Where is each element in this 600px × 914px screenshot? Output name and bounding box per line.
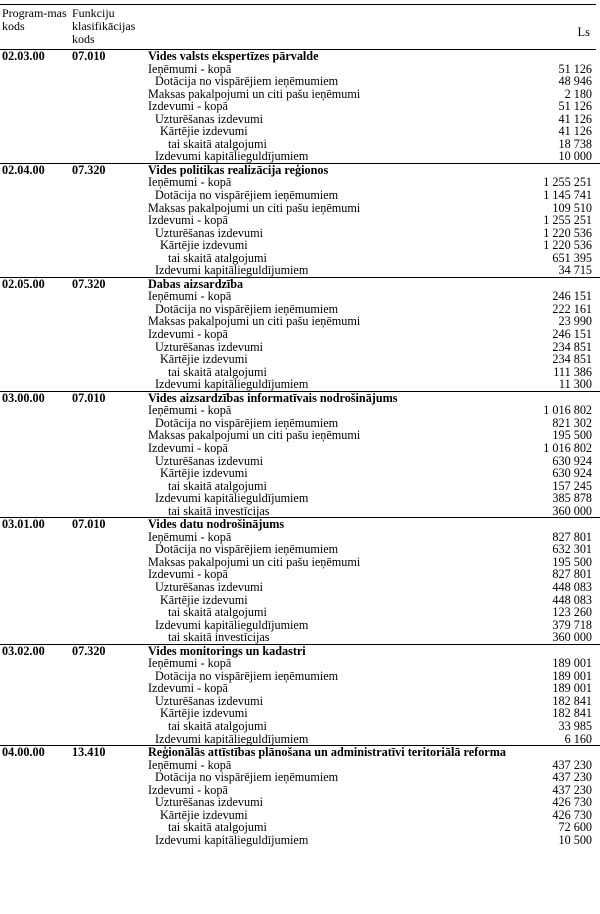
table-row (0, 75, 600, 88)
table-row (0, 796, 600, 809)
row-label: Dotācija no vispārējiem ieņēmumiem (155, 668, 339, 683)
row-label: Kārtējie izdevumi (160, 592, 248, 607)
row-amount: 33 985 (558, 718, 592, 733)
table-row (0, 657, 600, 670)
row-amount: 10 000 (558, 149, 592, 164)
row-label: Dotācija no vispārējiem ieņēmumiem (155, 415, 339, 430)
row-label: Uzturēšanas izdevumi (155, 111, 263, 126)
row-label: Izdevumi - kopā (148, 327, 228, 342)
table-row (0, 492, 600, 505)
row-amount: 651 395 (552, 250, 592, 265)
row-label: Izdevumi - kopā (148, 99, 228, 114)
row-label: tai skaitā atalgojumi (168, 718, 267, 733)
program-code: 04.00.00 (2, 745, 45, 760)
row-label: Kārtējie izdevumi (160, 706, 248, 721)
table-row (0, 353, 600, 366)
row-amount: 360 000 (552, 503, 592, 518)
program-code: 03.00.00 (2, 390, 45, 405)
row-label: Uzturēšanas izdevumi (155, 693, 263, 708)
row-amount: 234 851 (552, 339, 592, 354)
program-code: 02.04.00 (2, 162, 45, 177)
row-amount: 827 801 (552, 567, 592, 582)
row-label: Izdevumi kapitālieguldījumiem (155, 731, 309, 746)
row-label: Dotācija no vispārējiem ieņēmumiem (155, 74, 339, 89)
row-amount: 23 990 (558, 314, 592, 329)
row-amount: 34 715 (558, 263, 592, 278)
table-row (0, 113, 600, 126)
function-code: 07.010 (72, 49, 106, 63)
row-amount: 437 230 (552, 770, 592, 785)
row-amount: 1 255 251 (543, 175, 592, 190)
table-row (0, 707, 600, 720)
row-label: Uzturēšanas izdevumi (155, 225, 263, 240)
table-row (0, 100, 600, 113)
row-label: Dotācija no vispārējiem ieņēmumiem (155, 542, 339, 557)
row-amount: 195 500 (552, 554, 592, 569)
function-code: 07.320 (72, 162, 106, 177)
row-label: Uzturēšanas izdevumi (155, 339, 263, 354)
row-label: tai skaitā atalgojumi (168, 605, 267, 620)
section-title: Reģionālās attīstības plānošana un administratīvi teritoriālā reforma (148, 745, 506, 760)
row-amount: 448 083 (552, 592, 592, 607)
table-row (0, 227, 600, 240)
section-title-row (0, 644, 600, 658)
row-amount: 51 126 (558, 61, 592, 76)
section-title-row (0, 745, 600, 759)
row-amount: 111 386 (553, 364, 592, 379)
row-amount: 182 841 (552, 693, 592, 708)
row-amount: 1 145 741 (543, 188, 592, 203)
table-row (0, 505, 600, 518)
section-title-row (0, 163, 600, 177)
table-row (0, 581, 600, 594)
row-amount: 11 300 (558, 377, 592, 392)
row-amount: 246 151 (552, 327, 592, 342)
row-amount: 630 924 (552, 453, 592, 468)
function-code-column-header: Funkciju klasifikācijas kods (72, 6, 136, 46)
function-code: 07.010 (72, 390, 106, 405)
row-amount: 41 126 (558, 124, 592, 139)
table-row (0, 556, 600, 569)
row-amount: 437 230 (552, 757, 592, 772)
row-label: Izdevumi kapitālieguldījumiem (155, 149, 309, 164)
row-label: Kārtējie izdevumi (160, 466, 248, 481)
row-amount: 234 851 (552, 352, 592, 367)
row-amount: 51 126 (558, 99, 592, 114)
row-amount: 157 245 (552, 478, 592, 493)
table-row (0, 809, 600, 822)
row-label: Izdevumi kapitālieguldījumiem (155, 832, 309, 847)
row-label: Ieņēmumi - kopā (148, 403, 232, 418)
row-label: Maksas pakalpojumi un citi pašu ieņēmumi (148, 314, 361, 329)
row-amount: 821 302 (552, 415, 592, 430)
table-row (0, 784, 600, 797)
table-row (0, 189, 600, 202)
row-label: Izdevumi - kopā (148, 213, 228, 228)
table-row (0, 455, 600, 468)
table-row (0, 88, 600, 101)
table-row (0, 682, 600, 695)
table-row (0, 771, 600, 784)
row-label: tai skaitā investīcijas (168, 503, 270, 518)
table-row (0, 125, 600, 138)
row-amount: 109 510 (552, 200, 592, 215)
row-amount: 379 718 (552, 617, 592, 632)
row-label: Uzturēšanas izdevumi (155, 579, 263, 594)
row-amount: 426 730 (552, 795, 592, 810)
row-label: Izdevumi - kopā (148, 440, 228, 455)
table-row (0, 568, 600, 581)
row-amount: 1 220 536 (543, 225, 592, 240)
table-row (0, 378, 600, 391)
row-label: Ieņēmumi - kopā (148, 175, 232, 190)
row-label: Izdevumi kapitālieguldījumiem (155, 491, 309, 506)
function-code: 13.410 (72, 745, 106, 760)
table-row (0, 606, 600, 619)
row-amount: 18 738 (558, 136, 592, 151)
row-label: Ieņēmumi - kopā (148, 656, 232, 671)
function-code: 07.320 (72, 276, 106, 291)
row-label: Izdevumi kapitālieguldījumiem (155, 263, 309, 278)
function-code: 07.010 (72, 517, 106, 532)
row-label: tai skaitā investīcijas (168, 630, 270, 645)
row-amount: 246 151 (552, 289, 592, 304)
budget-table-body (0, 50, 600, 846)
program-code: 03.02.00 (2, 643, 45, 658)
row-label: Kārtējie izdevumi (160, 238, 248, 253)
row-label: Maksas pakalpojumi un citi pašu ieņēmumi (148, 86, 361, 101)
table-row (0, 695, 600, 708)
section-title: Vides monitorings un kadastri (148, 643, 306, 658)
function-code: 07.320 (72, 643, 106, 658)
row-amount: 48 946 (558, 74, 592, 89)
row-label: tai skaitā atalgojumi (168, 478, 267, 493)
row-label: Ieņēmumi - kopā (148, 757, 232, 772)
section-title-row (0, 391, 600, 405)
program-code: 02.03.00 (2, 49, 45, 63)
program-code-column-header: Program-mas kods (2, 6, 67, 33)
row-amount: 1 220 536 (543, 238, 592, 253)
section-title: Dabas aizsardzība (148, 276, 244, 291)
currency-column-header: Ls (577, 25, 590, 39)
table-row (0, 670, 600, 683)
section-title-row (0, 277, 600, 291)
section-title: Vides aizsardzības informatīvais nodrošinājums (148, 390, 398, 405)
table-row (0, 404, 600, 417)
row-label: Izdevumi kapitālieguldījumiem (155, 617, 309, 632)
row-amount: 1 016 802 (543, 440, 592, 455)
row-label: tai skaitā atalgojumi (168, 250, 267, 265)
row-label: Uzturēšanas izdevumi (155, 453, 263, 468)
row-label: Maksas pakalpojumi un citi pašu ieņēmumi (148, 554, 361, 569)
row-amount: 10 500 (558, 832, 592, 847)
row-amount: 630 924 (552, 466, 592, 481)
row-label: Uzturēšanas izdevumi (155, 795, 263, 810)
row-amount: 222 161 (552, 301, 592, 316)
section-title: Vides politikas realizācija reģionos (148, 162, 329, 177)
section-title-row (0, 50, 600, 63)
row-label: tai skaitā atalgojumi (168, 820, 267, 835)
table-row (0, 202, 600, 215)
row-amount: 1 255 251 (543, 213, 592, 228)
row-amount: 385 878 (552, 491, 592, 506)
row-amount: 1 016 802 (543, 403, 592, 418)
row-amount: 827 801 (552, 529, 592, 544)
row-label: Dotācija no vispārējiem ieņēmumiem (155, 301, 339, 316)
row-amount: 123 260 (552, 605, 592, 620)
table-row (0, 619, 600, 632)
row-label: Maksas pakalpojumi un citi pašu ieņēmumi (148, 200, 361, 215)
row-label: Kārtējie izdevumi (160, 807, 248, 822)
row-label: Ieņēmumi - kopā (148, 61, 232, 76)
table-row (0, 631, 600, 644)
row-amount: 189 001 (552, 668, 592, 683)
row-amount: 426 730 (552, 807, 592, 822)
table-row (0, 150, 600, 163)
program-code: 03.01.00 (2, 517, 45, 532)
table-row (0, 341, 600, 354)
row-amount: 437 230 (552, 782, 592, 797)
program-code: 02.05.00 (2, 276, 45, 291)
table-row (0, 594, 600, 607)
table-row (0, 264, 600, 277)
table-row (0, 214, 600, 227)
section-title-row (0, 517, 600, 531)
table-row (0, 733, 600, 746)
table-row (0, 328, 600, 341)
table-row (0, 239, 600, 252)
row-amount: 182 841 (552, 706, 592, 721)
section-title: Vides valsts ekspertīzes pārvalde (148, 49, 319, 63)
row-label: Ieņēmumi - kopā (148, 529, 232, 544)
row-label: Maksas pakalpojumi un citi pašu ieņēmumi (148, 428, 361, 443)
row-amount: 2 180 (564, 86, 592, 101)
row-amount: 41 126 (558, 111, 592, 126)
row-amount: 189 001 (552, 656, 592, 671)
table-row (0, 442, 600, 455)
row-label: Kārtējie izdevumi (160, 352, 248, 367)
row-label: Ieņēmumi - kopā (148, 289, 232, 304)
row-label: Dotācija no vispārējiem ieņēmumiem (155, 188, 339, 203)
row-amount: 360 000 (552, 630, 592, 645)
row-amount: 6 160 (564, 731, 592, 746)
row-label: Kārtējie izdevumi (160, 124, 248, 139)
row-label: Izdevumi - kopā (148, 567, 228, 582)
table-row (0, 429, 600, 442)
row-amount: 189 001 (552, 681, 592, 696)
row-label: tai skaitā atalgojumi (168, 136, 267, 151)
row-amount: 195 500 (552, 428, 592, 443)
table-row (0, 543, 600, 556)
row-label: Izdevumi - kopā (148, 681, 228, 696)
section-title: Vides datu nodrošinājums (148, 517, 285, 532)
table-row (0, 467, 600, 480)
row-label: Izdevumi - kopā (148, 782, 228, 797)
row-amount: 72 600 (558, 820, 592, 835)
row-label: Izdevumi kapitālieguldījumiem (155, 377, 309, 392)
row-amount: 632 301 (552, 542, 592, 557)
table-header (0, 4, 596, 50)
table-row (0, 834, 600, 847)
table-row (0, 315, 600, 328)
row-label: tai skaitā atalgojumi (168, 364, 267, 379)
row-amount: 448 083 (552, 579, 592, 594)
table-row (0, 720, 600, 733)
row-label: Dotācija no vispārējiem ieņēmumiem (155, 770, 339, 785)
